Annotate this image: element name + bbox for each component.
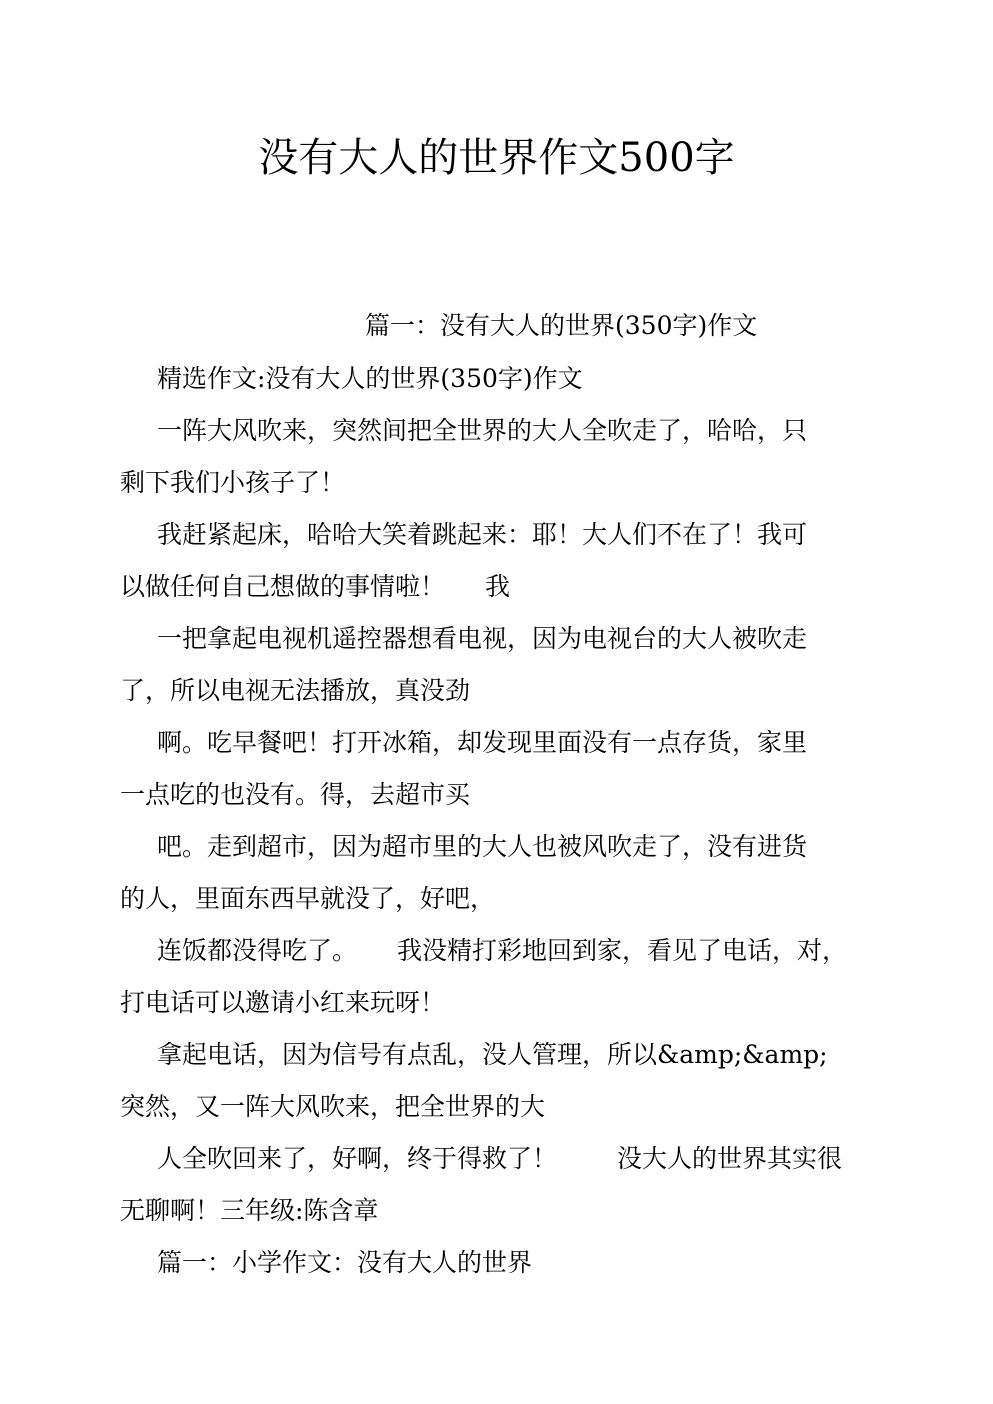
- paragraph-segment: 没大人的世界其实很: [617, 1144, 843, 1173]
- paragraph-line: 了，所以电视无法播放，真没劲: [120, 676, 471, 705]
- paragraph-line: 一阵大风吹来，突然间把全世界的大人全吹走了，哈哈，只: [157, 416, 808, 445]
- paragraph-segment: 人全吹回来了，好啊，终于得救了！: [157, 1144, 558, 1173]
- paragraph-line: 我赶紧起床，哈哈大笑着跳起来：耶！大人们不在了！我可: [157, 520, 808, 549]
- section-heading: 篇一：小学作文：没有大人的世界: [157, 1248, 533, 1277]
- paragraph-line: 剩下我们小孩子了！: [120, 468, 346, 497]
- paragraph-line: 啊。吃早餐吧！打开冰箱，却发现里面没有一点存货，家里: [157, 728, 808, 757]
- paragraph-line: 无聊啊！三年级:陈含章: [120, 1196, 379, 1225]
- paragraph-line: 一把拿起电视机遥控器想看电视，因为电视台的大人被吹走: [157, 624, 808, 653]
- paragraph-line: [120, 569, 510, 605]
- paragraph-line: 打电话可以邀请小红来玩呀！: [120, 988, 446, 1017]
- paragraph-segment: 以做任何自己想做的事情啦！: [120, 572, 446, 601]
- paragraph-segment: 我没精打彩地回到家，看见了电话，对，: [397, 936, 848, 965]
- paragraph-segment: 连饭都没得吃了。: [157, 936, 358, 965]
- paragraph-line: 拿起电话，因为信号有点乱，没人管理，所以&amp;&amp;: [157, 1040, 828, 1069]
- paragraph-segment: 我: [485, 572, 511, 601]
- paragraph-line: [157, 1141, 842, 1177]
- document-title: 没有大人的世界作文500字: [258, 135, 735, 181]
- paragraph-line: [157, 933, 847, 969]
- paragraph-line: 吧。走到超市，因为超市里的大人也被风吹走了，没有进货: [157, 832, 808, 861]
- paragraph-line: 的人，里面东西早就没了，好吧，: [120, 884, 496, 913]
- paragraph-line: 精选作文:没有大人的世界(350字)作文: [157, 364, 583, 393]
- section-heading: 篇一：没有大人的世界(350字)作文: [365, 311, 758, 340]
- paragraph-line: 一点吃的也没有。得，去超市买: [120, 780, 471, 809]
- paragraph-line: 突然，又一阵大风吹来，把全世界的大: [120, 1092, 546, 1121]
